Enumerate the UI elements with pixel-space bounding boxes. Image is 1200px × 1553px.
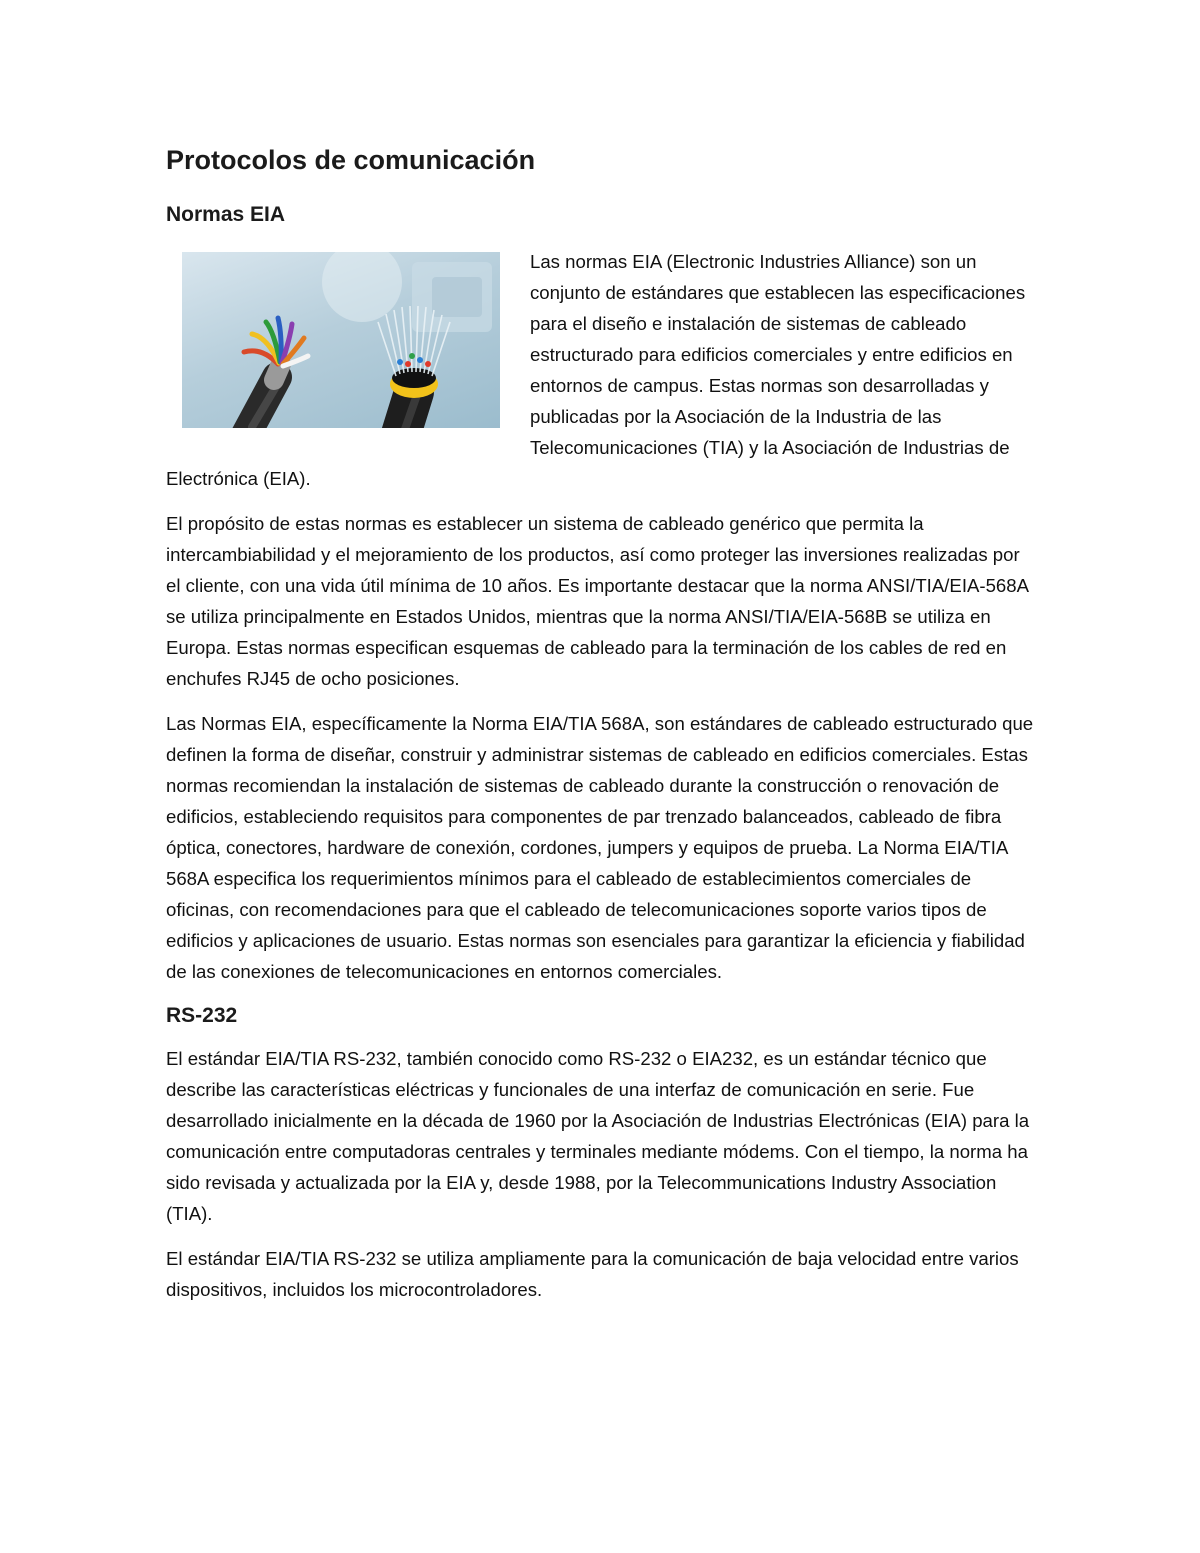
cables-image xyxy=(182,252,500,428)
paragraph: El propósito de estas normas es establecer un sistema de cableado genérico que permita la intercambiabilidad y el mejoramiento de los productos, así como proteger las inversiones realizadas por el cliente, con una vida útil mínima de 10 años. Es importante destacar que la norma ANSI/TIA/EIA-568A se utiliza principalmente en Estados Unidos, mientras que la norma ANSI/TIA/EIA-568B se utiliza en Europa. Estas normas especifican esquemas de cableado para la terminación de los cables de red en enchufes RJ45 de ocho posiciones. xyxy=(166,513,1028,689)
paragraph: Las normas EIA (Electronic Industries Alliance) son un conjunto de estándares que establecen las especificaciones para el diseño e instalación de sistemas de cableado estructurado para edificios comerciales y entre edificios en entornos de campus. Estas normas son desarrolladas y publicadas por la Asociación de la Industria de las Telecomunicaciones (TIA) y la Asociación de Industrias de Electrónica (EIA). xyxy=(166,251,1026,489)
section-heading-rs-232: RS-232 xyxy=(166,1004,238,1027)
paragraph: El estándar EIA/TIA RS-232 se utiliza ampliamente para la comunicación de baja velocidad entre varios dispositivos, incluidos los microcontroladores. xyxy=(166,1248,1019,1300)
paragraph: El estándar EIA/TIA RS-232, también conocido como RS-232 o EIA232, es un estándar técnico que describe las características eléctricas y funcionales de una interfaz de comunicación en serie. Fue desarrollado inicialmente en la década de 1960 por la Asociación de Industrias Electrónicas (EIA) para la comunicación entre computadoras centrales y terminales mediante módems. Con el tiempo, la norma ha sido revisada y actualizada por la EIA y, desde 1988, por la Telecommunications Industry Association (TIA). xyxy=(166,1048,1030,1224)
section-heading-normas-eia: Normas EIA xyxy=(166,203,286,226)
copper-cable-icon xyxy=(242,318,308,428)
paragraph: Las Normas EIA, específicamente la Norma EIA/TIA 568A, son estándares de cableado estructurado que definen la forma de diseñar, construir y administrar sistemas de cableado en edificios comerciales. Estas normas recomiendan la instalación de sistemas de cableado durante la construcción o renovación de edificios, estableciendo requisitos para componentes de par trenzado balanceados, cableado de fibra óptica, conectores, hardware de conexión, cordones, jumpers y equipos de prueba. La Norma EIA/TIA 568A especifica los requerimientos mínimos para el cableado de establecimientos comerciales de oficinas, con recomendaciones para que el cableado de telecomunicaciones soporte varios tipos de edificios y aplicaciones de usuario. Estas normas son esenciales para garantizar la eficiencia y fiabilidad de las conexiones de telecomunicaciones en entornos comerciales. xyxy=(166,713,1034,982)
document-page xyxy=(166,140,1034,1319)
page-title: Protocolos de comunicación xyxy=(166,145,536,175)
